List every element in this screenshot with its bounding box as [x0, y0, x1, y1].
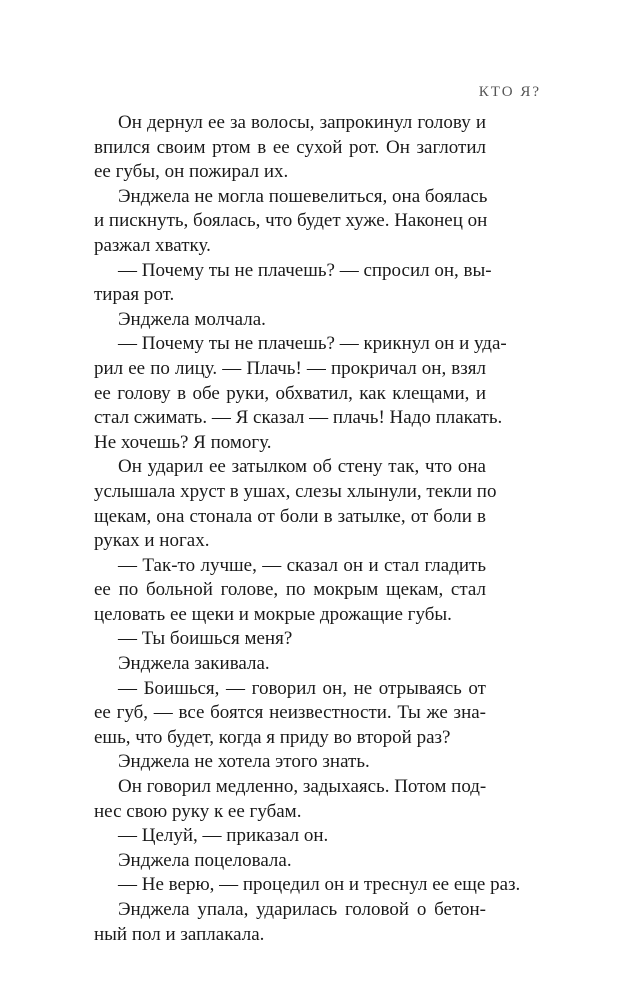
text-line: Не хочешь? Я помогу. [94, 431, 272, 453]
text-line: тирая рот. [94, 284, 175, 306]
body-text [94, 111, 521, 947]
text-line: руках и ногах. [94, 530, 210, 552]
text-line: — Целуй, — приказал он. [118, 825, 329, 847]
text-line: — Так-то лучше, — сказал он и стал гладить [118, 554, 486, 576]
text-line: ее по больной голове, по мокрым щекам, стал [94, 579, 486, 601]
text-line: Энджела молчала. [118, 308, 266, 330]
text-line: Он дернул ее за волосы, запрокинул голову и [118, 112, 486, 133]
text-line: Энджела не хотела этого знать. [118, 751, 370, 773]
text-line: Он говорил медленно, задыхаясь. Потом под- [118, 776, 487, 798]
text-line: рил ее по лицу. — Плачь! — прокричал он, взял [94, 357, 486, 379]
text-line: впился своим ртом в ее сухой рот. Он заглотил [94, 136, 486, 158]
text-line: — Почему ты не плачешь? — спросил он, вы- [118, 259, 492, 281]
running-head: КТО Я? [478, 84, 541, 100]
text-line: стал сжимать. — Я сказал — плачь! Надо плакать. [94, 407, 503, 429]
text-line: Он ударил ее затылком об стену так, что она [118, 456, 486, 478]
text-line: ешь, что будет, когда я приду во второй раз? [94, 726, 451, 748]
text-line: ее губ, — все боятся неизвестности. Ты же зна- [94, 702, 486, 724]
text-line: Энджела упала, ударилась головой о бетон- [118, 899, 486, 920]
text-line: — Почему ты не плачешь? — крикнул он и уда- [118, 333, 507, 355]
text-line: нес свою руку к ее губам. [94, 800, 302, 822]
text-line: разжал хватку. [94, 234, 211, 256]
text-line: и пискнуть, боялась, что будет хуже. Наконец он [94, 210, 488, 232]
text-line: Энджела не могла пошевелиться, она боялась [118, 185, 488, 207]
text-line: — Не верю, — процедил он и треснул ее еще раз. [118, 874, 521, 896]
text-line: Энджела закивала. [118, 653, 270, 675]
text-line: ный пол и заплакала. [94, 923, 265, 945]
text-line: — Ты боишься меня? [118, 628, 293, 650]
text-line: целовать ее щеки и мокрые дрожащие губы. [94, 603, 452, 625]
text-line: ее голову в обе руки, обхватил, как клещами, и [94, 382, 486, 404]
text-line: услышала хруст в ушах, слезы хлынули, текли по [94, 480, 497, 502]
text-line: щекам, она стонала от боли в затылке, от боли в [94, 505, 486, 527]
text-line: — Боишься, — говорил он, не отрываясь от [118, 677, 486, 699]
text-line: Энджела поцеловала. [118, 849, 292, 871]
text-line: ее губы, он пожирал их. [94, 161, 289, 183]
